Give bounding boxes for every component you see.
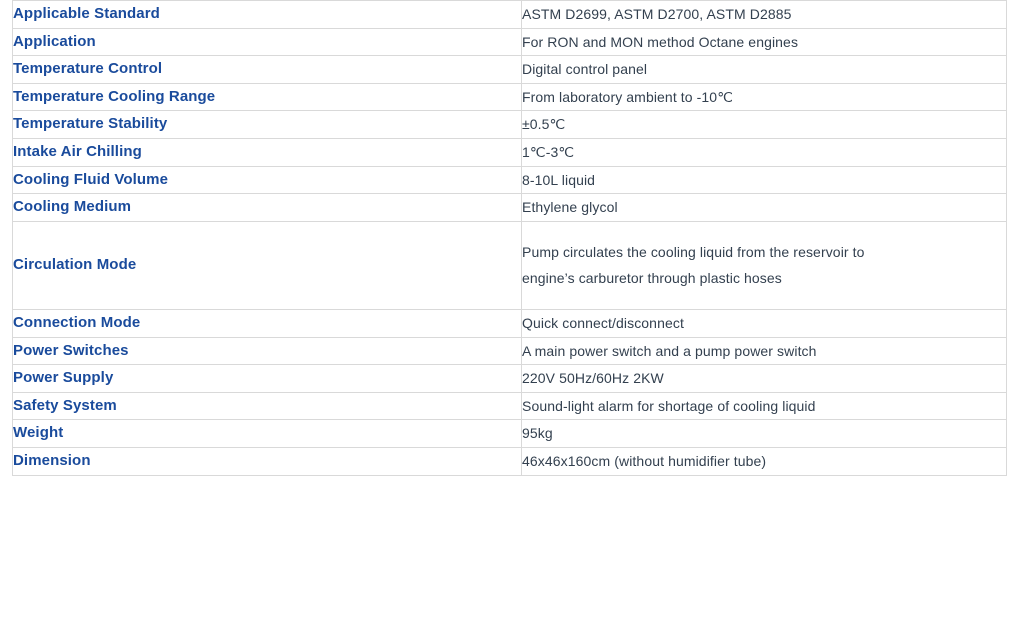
- spec-label-weight: Weight: [13, 420, 522, 448]
- table-row: [13, 111, 1007, 139]
- specification-table: [12, 0, 1007, 476]
- spec-value-weight: 95kg: [522, 420, 1007, 448]
- spec-label-connection-mode: Connection Mode: [13, 309, 522, 337]
- spec-value-circulation-mode-line1: Pump circulates the cooling liquid from the reservoir to: [522, 243, 865, 260]
- spec-label-applicable-standard: Applicable Standard: [13, 1, 522, 29]
- spec-value-cooling-fluid-volume: 8-10L liquid: [522, 166, 1007, 194]
- table-row: [13, 221, 1007, 309]
- spec-label-application: Application: [13, 28, 522, 56]
- table-row: [13, 1, 1007, 29]
- spec-label-power-supply: Power Supply: [13, 365, 522, 393]
- spec-value-application: For RON and MON method Octane engines: [522, 28, 1007, 56]
- spec-label-cooling-medium: Cooling Medium: [13, 194, 522, 222]
- table-row: [13, 337, 1007, 365]
- spec-value-cooling-medium: Ethylene glycol: [522, 194, 1007, 222]
- spec-value-circulation-mode: [522, 221, 1007, 309]
- spec-label-power-switches: Power Switches: [13, 337, 522, 365]
- spec-value-circulation-mode-line2: engine’s carburetor through plastic hoses: [522, 270, 782, 287]
- spec-label-temperature-control: Temperature Control: [13, 56, 522, 84]
- table-row: [13, 194, 1007, 222]
- specification-table-body: [13, 1, 1007, 476]
- spec-value-temperature-cooling-range: From laboratory ambient to -10℃: [522, 83, 1007, 111]
- spec-value-power-supply: 220V 50Hz/60Hz 2KW: [522, 365, 1007, 393]
- spec-value-applicable-standard: ASTM D2699, ASTM D2700, ASTM D2885: [522, 1, 1007, 29]
- table-row: [13, 365, 1007, 393]
- spec-label-circulation-mode: Circulation Mode: [13, 221, 522, 309]
- table-row: [13, 420, 1007, 448]
- spec-value-temperature-control: Digital control panel: [522, 56, 1007, 84]
- spec-value-intake-air-chilling: 1℃-3℃: [522, 138, 1007, 166]
- table-row: [13, 28, 1007, 56]
- spec-label-safety-system: Safety System: [13, 392, 522, 420]
- table-row: [13, 138, 1007, 166]
- table-row: [13, 56, 1007, 84]
- table-row: [13, 166, 1007, 194]
- spec-label-cooling-fluid-volume: Cooling Fluid Volume: [13, 166, 522, 194]
- spec-label-dimension: Dimension: [13, 447, 522, 475]
- spec-value-dimension: 46x46x160cm (without humidifier tube): [522, 447, 1007, 475]
- table-row: [13, 447, 1007, 475]
- spec-value-safety-system: Sound-light alarm for shortage of cooling liquid: [522, 392, 1007, 420]
- spec-label-intake-air-chilling: Intake Air Chilling: [13, 138, 522, 166]
- spec-label-temperature-stability: Temperature Stability: [13, 111, 522, 139]
- table-row: [13, 309, 1007, 337]
- table-row: [13, 392, 1007, 420]
- spec-label-temperature-cooling-range: Temperature Cooling Range: [13, 83, 522, 111]
- spec-value-power-switches: A main power switch and a pump power switch: [522, 337, 1007, 365]
- spec-value-connection-mode: Quick connect/disconnect: [522, 309, 1007, 337]
- table-row: [13, 83, 1007, 111]
- spec-value-temperature-stability: ±0.5℃: [522, 111, 1007, 139]
